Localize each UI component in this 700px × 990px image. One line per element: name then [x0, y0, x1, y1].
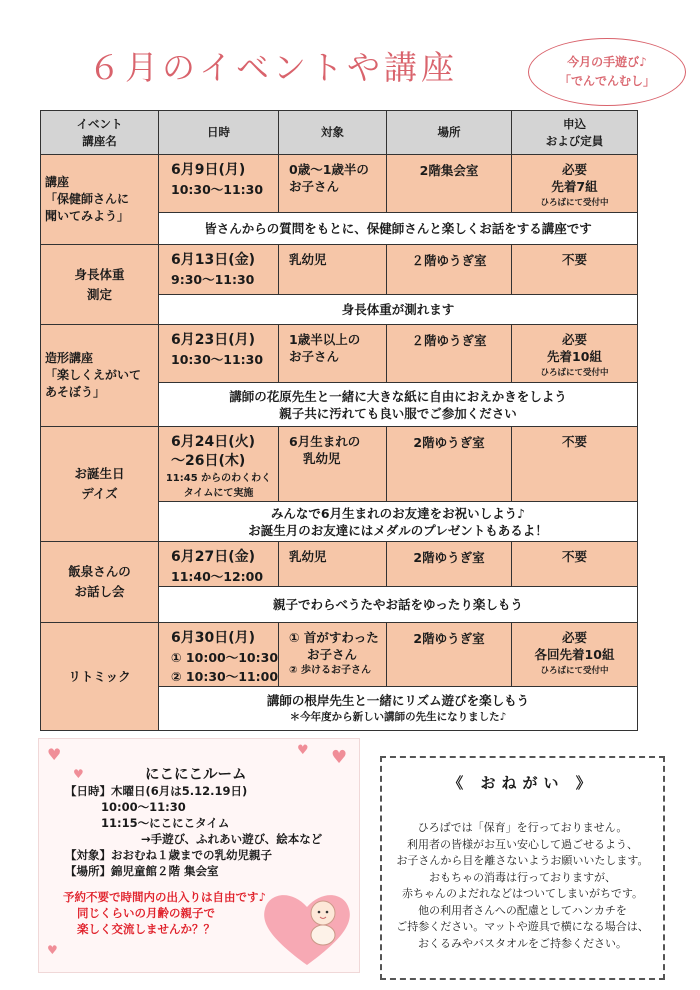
event-place: 2階ゆうぎ室: [387, 623, 512, 687]
event-name: [41, 155, 159, 245]
event-date: [159, 427, 279, 502]
nico-line-2: 10:00〜11:30: [101, 800, 186, 814]
desc-1: 講師の花原先生と一緒に大きな紙に自由におえかきをしよう: [229, 388, 567, 404]
time-text: 〜26日(木): [171, 453, 246, 469]
table-row: [41, 325, 638, 383]
event-apply: [512, 427, 638, 502]
date-text: 6月23日(月): [171, 332, 256, 348]
target-2: お子さん: [289, 179, 340, 194]
event-target: [279, 542, 387, 587]
event-name-1: リトミック: [68, 668, 131, 684]
nico-line-5: 【対象】おおむね１歳までの乳幼児親子: [65, 848, 272, 862]
event-description: [159, 295, 638, 325]
target-2: 乳幼児: [303, 451, 341, 466]
event-name-1: 飯泉さんの: [68, 564, 131, 579]
apply-3: ひろばにて受付中: [540, 198, 609, 208]
table-header-row: [41, 111, 638, 155]
time-note-1: 11:45 からのわくわく: [165, 473, 272, 484]
nico-line-4: →手遊び、ふれあい遊び、絵本など: [141, 832, 323, 846]
event-apply: [512, 245, 638, 295]
time-text: 11:40〜12:00: [171, 569, 264, 584]
target-1: 1歳半以上の: [289, 332, 361, 347]
apply-1: 不要: [561, 434, 587, 449]
event-description: [159, 587, 638, 623]
table-row: [41, 245, 638, 295]
apply-1: 不要: [561, 549, 587, 564]
table-row: [41, 542, 638, 587]
event-name-2: お話し会: [74, 584, 125, 599]
event-target: [279, 245, 387, 295]
desc-2: 親子共に汚れても良い服でご参加ください: [279, 405, 517, 421]
event-name-1: お誕生日: [74, 466, 125, 481]
apply-3: ひろばにて受付中: [540, 666, 609, 676]
nico-title: にこにこルーム: [145, 767, 247, 783]
apply-2: 先着10組: [547, 349, 602, 364]
event-apply: [512, 325, 638, 383]
apply-2: 先着7組: [551, 179, 598, 194]
header-event: [41, 111, 159, 155]
event-name-3: あそぼう」: [45, 385, 106, 399]
song-balloon: [528, 38, 686, 106]
desc-2: お誕生月のお友達にはメダルのプレゼントもあるよ！: [248, 522, 548, 538]
event-name: [41, 542, 159, 623]
target-1: 乳幼児: [289, 252, 327, 267]
event-name: [41, 245, 159, 325]
baby-heart-illustration: [261, 887, 353, 969]
header-event-2: 講座名: [82, 133, 117, 148]
date-text: 6月27日(金): [171, 549, 256, 565]
header-apply: [512, 111, 638, 155]
event-description: [159, 687, 638, 731]
apply-1: 必要: [561, 332, 587, 347]
desc-1: 親子でわらべうたやお話をゆったり楽しもう: [273, 597, 523, 612]
date-text: 6月24日(火): [171, 434, 256, 450]
header-apply-2: および定員: [545, 133, 604, 148]
event-place: 2階ゆうぎ室: [387, 427, 512, 502]
time-text: 10:30〜11:30: [171, 352, 264, 367]
time-text: 10:30〜11:30: [171, 182, 264, 197]
event-target: [279, 325, 387, 383]
nico-room-box: [38, 738, 360, 973]
request-box: [380, 756, 665, 980]
event-place: ２階ゆうぎ室: [387, 245, 512, 295]
header-apply-1: 申込: [563, 116, 586, 131]
heart-icon: ♥: [331, 747, 348, 768]
event-name: [41, 623, 159, 731]
desc-1: みんなで6月生まれのお友達をお祝いしよう♪: [270, 505, 526, 521]
page-title: ６月のイベントや講座: [88, 48, 458, 87]
nico-note-1: 予約不要で時間内の出入りは自由です♪: [63, 890, 266, 904]
event-place: 2階ゆうぎ室: [387, 542, 512, 587]
event-date: [159, 325, 279, 383]
event-name-1: 身長体重: [74, 266, 125, 282]
apply-1: 不要: [561, 252, 587, 267]
nico-line-3: 11:15〜にこにこタイム: [101, 816, 230, 830]
event-name-3: 聞いてみよう」: [45, 209, 130, 223]
header-event-1: イベント: [76, 116, 123, 131]
request-title: 《 おねがい 》: [448, 774, 597, 792]
date-text: 6月9日(月): [171, 162, 246, 178]
nico-note-2: 同じくらいの月齢の親子で: [77, 906, 215, 920]
time-text-2: ② 10:30〜11:00: [171, 669, 279, 684]
event-target: [279, 155, 387, 213]
desc-2: ＊今年度から新しい講師の先生になりました♪: [289, 710, 507, 723]
target-1: 乳幼児: [289, 549, 327, 564]
date-text: 6月30日(月): [171, 630, 256, 646]
event-date: [159, 542, 279, 587]
event-name: [41, 427, 159, 542]
heart-icon: ♥: [47, 745, 62, 764]
event-table: [40, 110, 638, 731]
balloon-line-1: 今月の手遊び♪: [567, 55, 647, 69]
desc-1: 皆さんからの質問をもとに、保健師さんと楽しくお話をする講座です: [204, 221, 592, 236]
event-place: ２階ゆうぎ室: [387, 325, 512, 383]
event-date: [159, 623, 279, 687]
apply-2: 各回先着10組: [534, 647, 615, 662]
target-3: ② 歩けるお子さん: [289, 665, 371, 676]
heart-icon: ♥: [297, 743, 309, 758]
table-row: [41, 623, 638, 687]
heart-icon: ♥: [47, 943, 58, 957]
apply-1: 必要: [561, 162, 587, 177]
event-name: [41, 325, 159, 427]
apply-3: ひろばにて受付中: [540, 368, 609, 378]
time-note-2: タイムにて実施: [183, 488, 254, 499]
event-apply: [512, 155, 638, 213]
event-description: [159, 502, 638, 542]
balloon-line-2: 「でんでんむし」: [558, 74, 655, 88]
header-target: 対象: [279, 111, 387, 155]
time-text: ① 10:00〜10:30: [171, 650, 279, 665]
nico-note-3: 楽しく交流しませんか？？: [77, 922, 215, 936]
event-date: [159, 155, 279, 213]
event-name-2: 「保健師さんに: [45, 192, 130, 206]
header-place: 場所: [387, 111, 512, 155]
event-name-1: 造形講座: [45, 351, 94, 365]
heart-icon: ♥: [73, 767, 84, 781]
event-target: [279, 623, 387, 687]
event-description: [159, 213, 638, 245]
event-name-2: 「楽しくえがいて: [45, 368, 142, 382]
request-body: ひろばでは「保育」を行っておりません。 利用者の皆様がお互い安心して過ごせるよう、 お子さんから目を離さないようお願いいたします。 おもちゃの消毒は行っておりますが、 赤ちゃんのよだれなどはついてしまいがちです。 他の利用者さんへの配慮としてハンカチを ご持参ください。マットや遊具で横になる場合は、 おくるみやバスタオルをご持参ください。: [396, 821, 649, 950]
target-1: 6月生まれの: [289, 434, 361, 449]
desc-1: 講師の根岸先生と一緒にリズム遊びを楽しもう: [266, 692, 530, 708]
event-name-2: デイズ: [81, 486, 118, 501]
nico-line-6: 【場所】錦児童館２階 集会室: [65, 864, 219, 878]
desc-1: 身長体重が測れます: [341, 302, 455, 317]
nico-line-1: 【日時】木曜日(6月は5.12.19日): [65, 784, 248, 798]
table-row: [41, 427, 638, 502]
header-date: 日時: [159, 111, 279, 155]
event-name-1: 講座: [45, 175, 70, 189]
target-2: お子さん: [289, 349, 340, 364]
event-target: [279, 427, 387, 502]
target-1: ① 首がすわった: [289, 630, 379, 645]
date-text: 6月13日(金): [171, 252, 256, 268]
event-date: [159, 245, 279, 295]
event-description: [159, 383, 638, 427]
target-2: お子さん: [307, 647, 358, 662]
event-place: 2階集会室: [387, 155, 512, 213]
event-apply: [512, 542, 638, 587]
target-1: 0歳〜1歳半の: [289, 162, 369, 177]
event-apply: [512, 623, 638, 687]
event-name-2: 測定: [86, 286, 112, 302]
table-row: [41, 155, 638, 213]
apply-1: 必要: [561, 630, 587, 645]
time-text: 9:30〜11:30: [171, 272, 255, 287]
